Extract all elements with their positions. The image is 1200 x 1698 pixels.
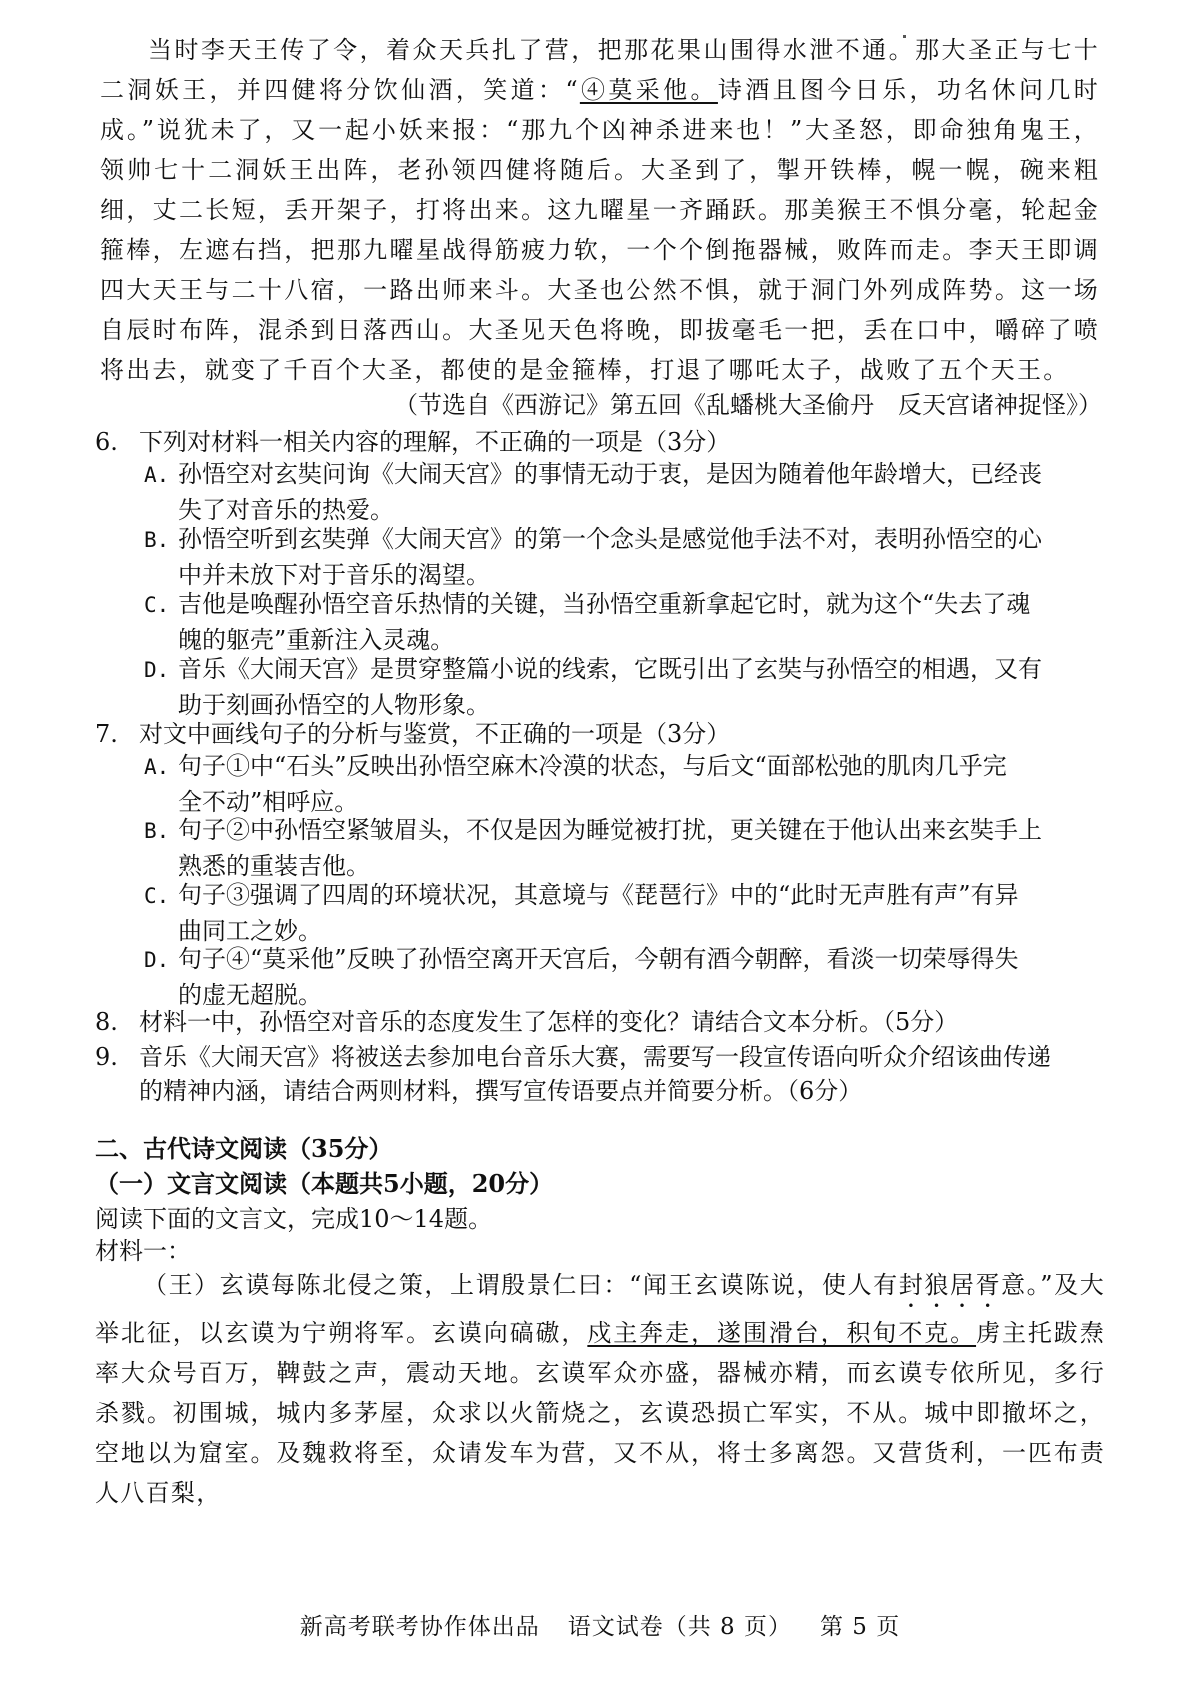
option-text-cont: 失了对音乐的热爱。 [178,496,394,524]
option-text: 句子④“莫采他”反映了孙悟空离开天宫后，今朝有酒今朝醉，看淡一切荣辱得失 [178,945,1019,973]
underlined-sentence-4: ④莫采他。 [579,76,718,104]
option-text: 孙悟空听到玄奘弹《大闹天宫》的第一个念头是感觉他手法不对，表明孙悟空的心 [178,525,1042,553]
question-number: 6. [95,428,118,456]
question-number: 9. [95,1043,118,1071]
option-letter: C. [144,884,170,908]
question-7 [95,717,1105,751]
option-text: 句子③强调了四周的环境状况，其意境与《琵琶行》中的“此时无声胜有声”有异 [178,881,1019,909]
option-text: 音乐《大闹天宫》是贯穿整篇小说的线索，它既引出了玄奘与孙悟空的相遇，又有 [178,655,1042,683]
option-text-cont: 熟悉的重装吉他。 [178,852,370,880]
q6-option-d [144,652,1106,723]
option-text: 句子①中“石头”反映出孙悟空麻木冷漠的状态，与后文“面部松弛的肌肉几乎完 [178,752,1007,780]
q6-option-c [144,587,1106,658]
question-text: 下列对材料一相关内容的理解，不正确的一项是（3分） [139,428,731,456]
material-label: 材料一： [95,1237,191,1265]
q7-option-a [144,749,1106,820]
question-number: 8. [95,1008,118,1036]
q7-option-d [144,942,1106,1013]
option-letter: B. [144,819,170,843]
question-number: 7. [95,720,118,748]
q6-option-a [144,457,1106,528]
q7-option-b [144,813,1106,884]
footer-org: 新高考联考协作体出品 [299,1614,540,1640]
option-text-cont: 曲同工之妙。 [178,917,322,945]
reading-instruction: 阅读下面的文言文，完成10～14题。 [95,1205,493,1233]
question-8 [95,1005,1105,1039]
question-text-cont: 的精神内涵，请结合两则材料，撰写宣传语要点并简要分析。（6分） [139,1077,863,1105]
q6-option-b [144,522,1106,593]
source-citation: （节选自《西游记》第五回《乱蟠桃大圣偷丹 反天宫诸神捉怪》） [394,391,1102,419]
question-text: 对文中画线句子的分析与鉴赏，不正确的一项是（3分） [139,720,731,748]
story-text-1: 当时李天王传了令，着众天兵扎了营，把那花果山围得水泄不通。那大圣正与七十二洞妖王，并四健将分饮仙酒，笑道：“ [100,36,1100,104]
option-text-cont: 中并未放下对于音乐的渴望。 [178,561,490,589]
option-text-cont: 魄的躯壳”重新注入灵魂。 [178,626,455,654]
subsection-heading: （一）文言文阅读（本题共5小题，20分） [95,1169,554,1198]
page-footer [0,1608,1200,1641]
passage-text-2: 意。”及大举北征，以玄谟为宁朔将军。玄谟向碻磝， [95,1271,1105,1347]
q7-option-c [144,878,1106,949]
dotted-phrase: 封狼居胥 [898,1271,1002,1299]
option-text: 吉他是唤醒孙悟空音乐热情的关键，当孙悟空重新拿起它时，就为这个“失去了魂 [178,590,1031,618]
option-letter: C. [144,593,170,617]
option-text-cont: 的虚无超脱。 [178,981,322,1009]
option-letter: D. [144,948,170,972]
option-letter: B. [144,528,170,552]
option-text: 句子②中孙悟空紧皱眉头，不仅是因为睡觉被打扰，更关键在于他认出来玄奘手上 [178,816,1042,844]
option-letter: D. [144,658,170,682]
footer-paper: 语文试卷（共 8 页） [567,1614,792,1640]
question-9 [95,1040,1105,1108]
passage-text-3: 虏主托跋焘率大众号百万，鞞鼓之声，震动天地。玄谟军众亦盛，器械亦精，而玄谟专依所见，多行杀戮。初围城，城内多茅屋，众求以火箭烧之，玄谟恐损亡军实，不从。城中即撤坏之，空地以为窟室。及魏救将至，众请发车为营，又不从，将士多离怨。又营货利，一匹布责人八百梨， [95,1319,1106,1507]
question-text: 音乐《大闹天宫》将被送去参加电台音乐大赛，需要写一段宣传语向听众介绍该曲传递 [139,1043,1051,1071]
story-excerpt [100,30,1100,390]
option-text-cont: 助于刻画孙悟空的人物形象。 [178,691,490,719]
story-text-2: 诗酒且图今日乐，功名休问几时成。”说犹未了，又一起小妖来报：“那九个凶神杀进来也！”大圣怒，即命独角鬼王，领帅七十二洞妖王出阵，老孙领四健将随后。大圣到了，掣开铁棒，幌一幌，碗来粗细，丈二长短，丢开架子，打将出来。这九曜星一齐踊跃。那美猴王不惧分毫，轮起金箍棒，左遮右挡，把那九曜星战得筋疲力软，一个个倒拖器械，败阵而走。李天王即调四大天王与二十八宿，一路出师来斗。大圣也公然不惧，就于洞门外列成阵势。这一场自辰时布阵，混杀到日落西山。大圣见天色将晚，即拔毫毛一把，丢在口中，嚼碎了喷将出去，就变了千百个大圣，都使的是金箍棒，打退了哪吒太子，战败了五个天王。 [100,76,1101,384]
option-letter: A. [144,463,170,487]
option-letter: A. [144,755,170,779]
option-text-cont: 全不动”相呼应。 [178,788,359,816]
classical-passage [95,1265,1105,1513]
option-text: 孙悟空对玄奘问询《大闹天宫》的事情无动于衷，是因为随着他年龄增大，已经丧 [178,460,1042,488]
question-6 [95,425,1105,459]
footer-page-number: 第 5 页 [820,1614,901,1640]
underlined-sentence: 戍主奔走，遂围滑台，积旬不克。 [587,1319,977,1347]
question-text: 材料一中，孙悟空对音乐的态度发生了怎样的变化？请结合文本分析。（5分） [139,1008,959,1036]
passage-text-1: （王）玄谟每陈北侵之策，上谓殷景仁曰：“闻王玄谟陈说，使人有 [143,1271,899,1299]
section-heading: 二、古代诗文阅读（35分） [95,1134,393,1163]
